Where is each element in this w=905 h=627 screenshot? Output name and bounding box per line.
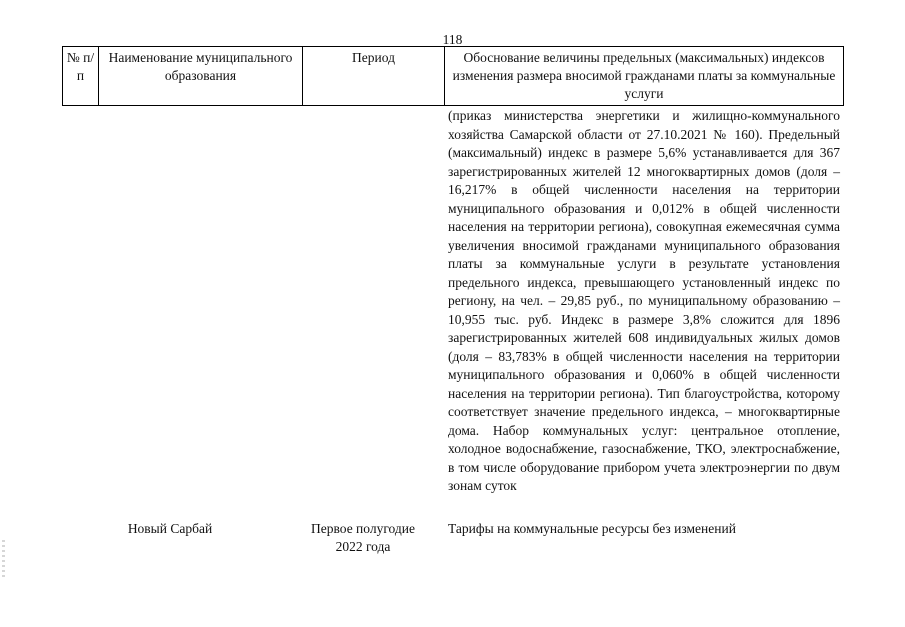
header-municipality: Наименование муниципального образования	[99, 47, 303, 106]
header-period: Период	[303, 47, 445, 106]
table-header	[62, 46, 844, 106]
row2-period: Первое полугодие 2022 года	[311, 521, 415, 554]
row2-justification: Тарифы на коммунальные ресурсы без изменений	[448, 521, 736, 536]
row2-municipality: Новый Сарбай	[127, 521, 213, 536]
page-number: 118	[442, 32, 463, 47]
row1-justification: (приказ министерства энергетики и жилищно-коммунального хозяйства Самарской области от 27.10.2021 № 160). Предельный (максимальный) индекс в размере 5,6% устанавливается для 367 зарегистрированных жителей 12 многоквартирных домов (доля – 16,217% в общей численности населения на территории муниципального образования и 0,012% в общей численности населения на территории региона), совокупная ежемесячная сумма увеличения вносимой гражданами муниципального образования платы за коммунальные услуги в результате установления предельного индекса, превышающего установленный индекс по региону, на чел. – 29,85 руб., по муниципальному образованию – 10,955 тыс. руб. Индекс в размере 3,8% сложится для 1896 зарегистрированных жителей 608 индивидуальных жилых домов (доля – 83,783% в общей численности населения на территории муниципального образования и 0,060% в общей численности населения на территории региона). Тип благоустройства, которому соответствует значение предельного индекса, – многоквартирные дома. Набор коммунальных услуг: центральное отопление, холодное водоснабжение, газоснабжение, ТКО, электроснабжение, в том числе оборудование прибором учета электроэнергии по двум зонам суток	[448, 108, 840, 493]
header-justification: Обоснование величины предельных (максимальных) индексов изменения размера вносимой гражданами платы за коммунальные услуги	[445, 47, 844, 106]
scan-artifact	[2, 540, 5, 580]
header-number: № п/п	[63, 47, 99, 106]
